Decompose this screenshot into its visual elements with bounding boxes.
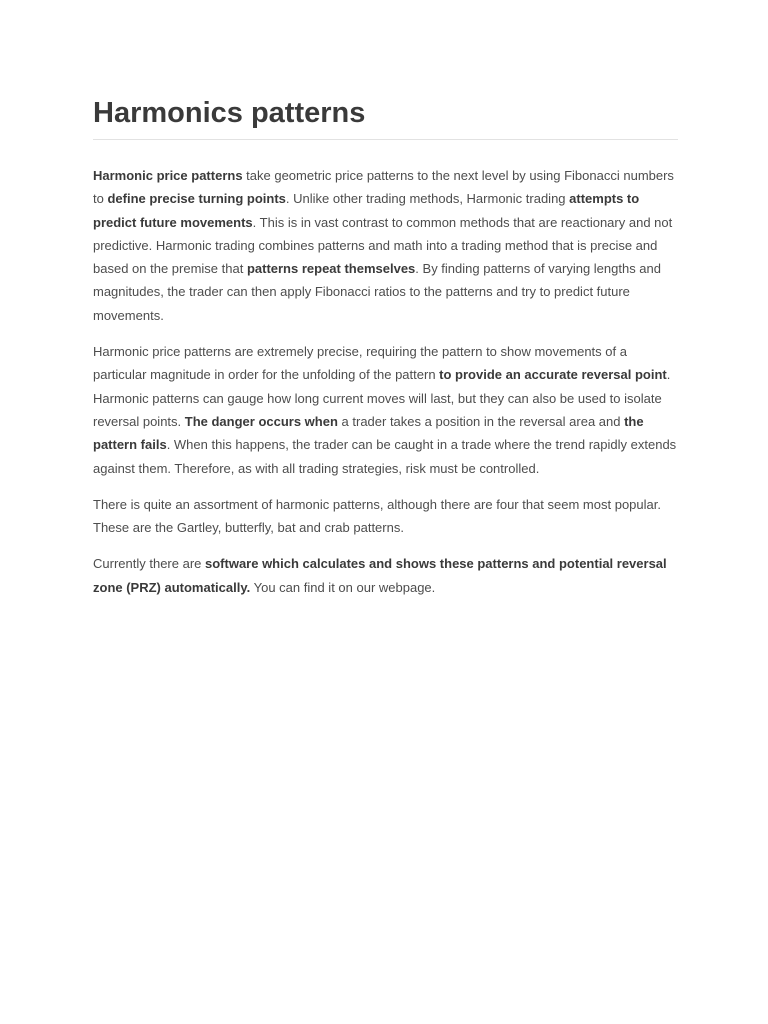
body-text: Currently there are: [93, 556, 205, 572]
body-text: . This is in vast contrast to common methods that are reactionary and not predictive. Harmonic trading combines patterns and math into a trading method that is precise and based on the premise that: [93, 214, 673, 277]
body-text: . By finding patterns of varying lengths and magnitudes, the trader can then apply Fibonacci ratios to the patterns and try to predict future movements.: [93, 261, 662, 323]
article: [93, 95, 678, 599]
body-text: take geometric price patterns to the next level by using Fibonacci numbers to: [93, 168, 674, 207]
bold-text: to provide an accurate reversal point: [439, 367, 667, 383]
page-title: Harmonics patterns: [93, 95, 678, 140]
body-text: You can find it on our webpage.: [250, 579, 436, 595]
paragraph-precision: [93, 340, 678, 480]
paragraph-pattern-types: [93, 493, 678, 540]
body-text: There is quite an assortment of harmonic patterns, although there are four that seem most popular. These are the Gartley, butterfly, bat and crab patterns.: [93, 496, 661, 536]
bold-text: patterns repeat themselves: [246, 261, 416, 277]
body-text: Harmonic price patterns are extremely precise, requiring the pattern to show movements of a particular magnitude in order for the unfolding of the pattern: [93, 344, 627, 383]
body-text: . When this happens, the trader can be caught in a trade where the trend rapidly extends against them. Therefore, as with all trading strategies, risk must be controlled.: [93, 437, 677, 476]
paragraph-intro: [93, 164, 678, 327]
body-text: . Unlike other trading methods, Harmonic trading: [285, 191, 570, 207]
bold-text: the pattern fails: [93, 413, 644, 453]
paragraph-software: [93, 552, 678, 599]
body-text: . Harmonic patterns can gauge how long current moves will last, but they can also be used to isolate reversal points.: [93, 367, 671, 429]
bold-text: attempts to predict future movements: [93, 191, 640, 230]
bold-text: software which calculates and shows these patterns and potential reversal zone (PRZ) automatically.: [93, 556, 667, 595]
bold-text: Harmonic price patterns: [93, 168, 243, 183]
bold-text: define precise turning points: [107, 191, 286, 207]
bold-text: The danger occurs when: [184, 413, 338, 429]
body-text: a trader takes a position in the reversal area and: [337, 413, 625, 429]
